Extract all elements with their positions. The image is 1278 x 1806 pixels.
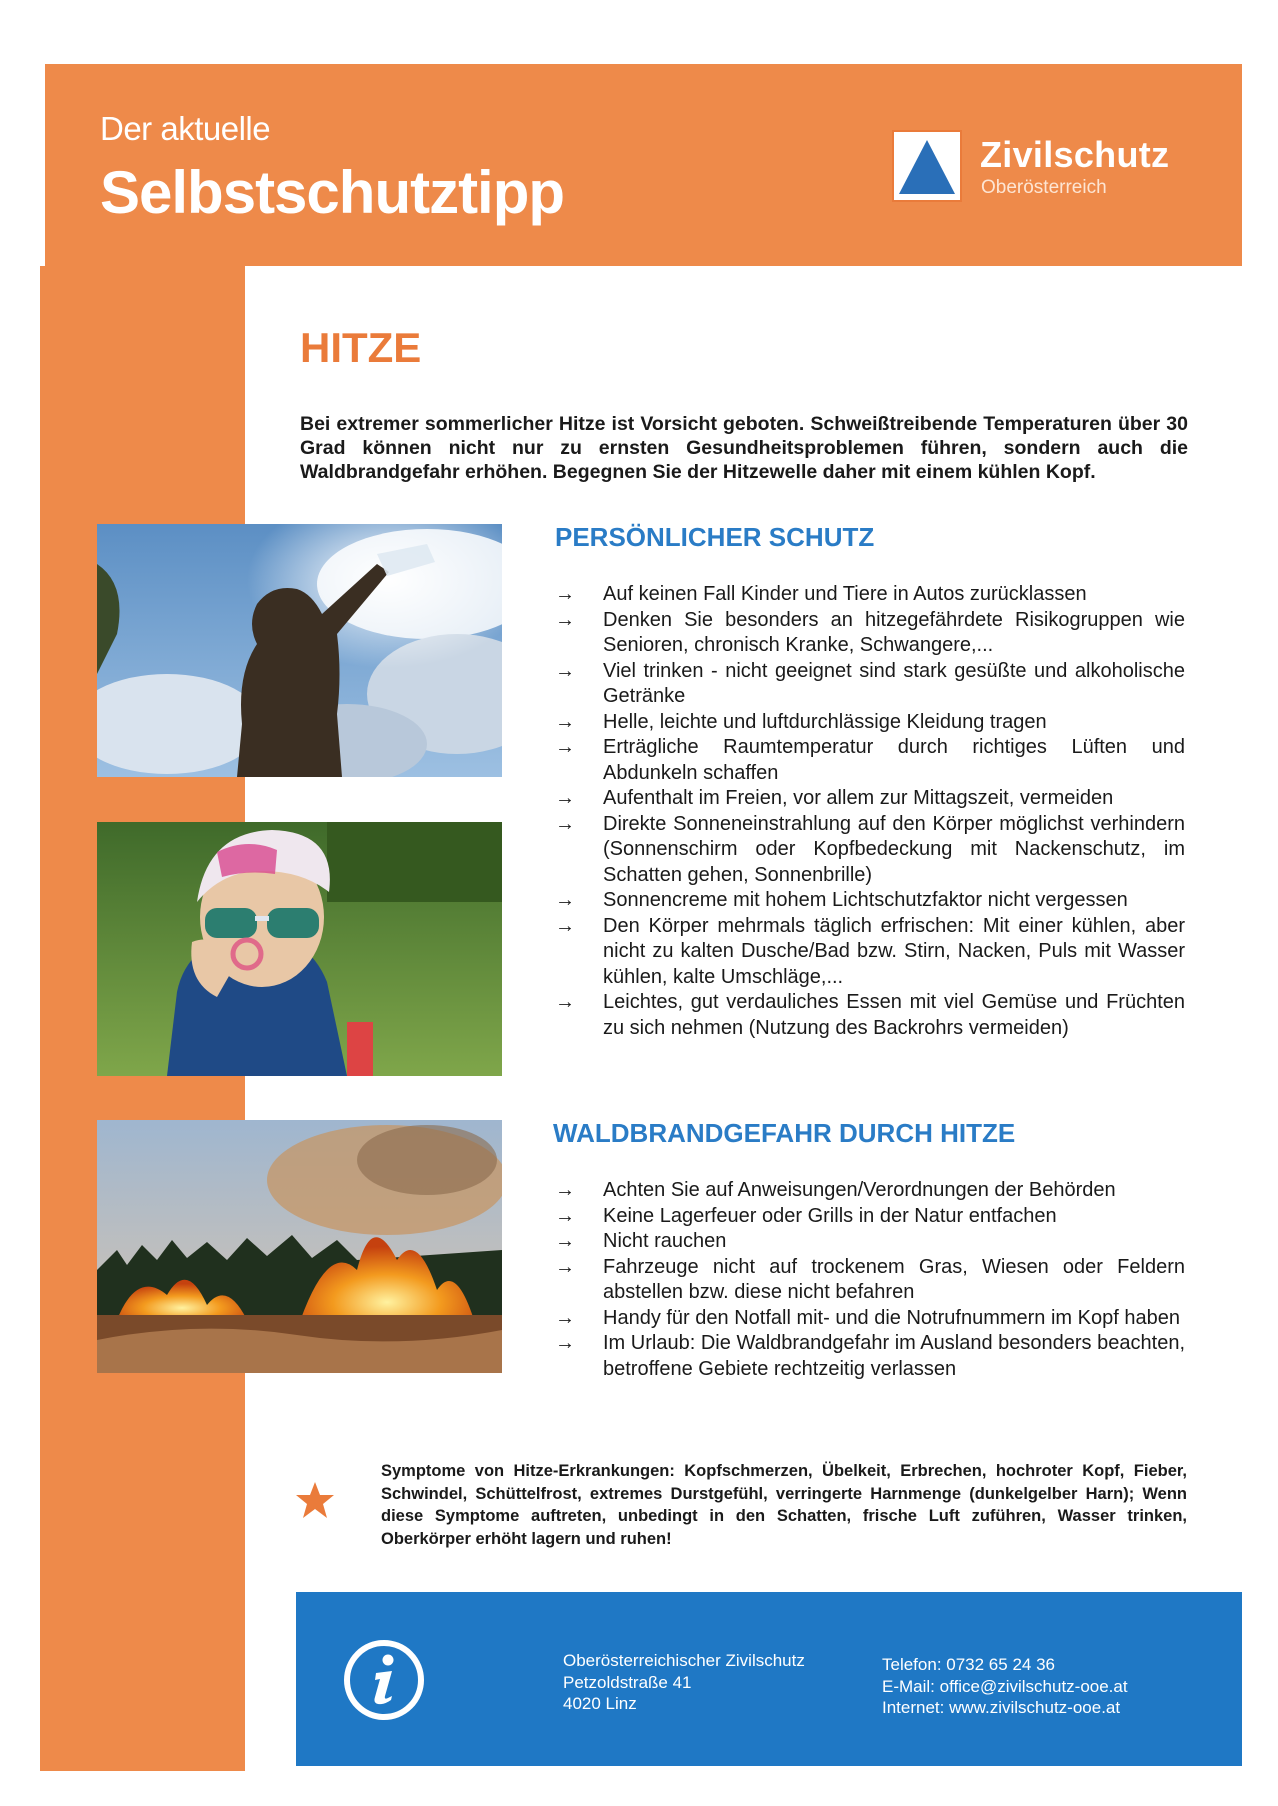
arrow-right-icon: → bbox=[555, 991, 575, 1013]
arrow-right-icon: → bbox=[555, 1306, 575, 1329]
info-icon bbox=[342, 1638, 426, 1722]
arrow-right-icon: → bbox=[555, 583, 575, 605]
list-item: → Achten Sie auf Anweisungen/Verordnungen der Behörden bbox=[555, 1178, 1185, 1204]
list-item: → Fahrzeuge nicht auf trockenem Gras, Wiesen oder Feldern abstellen bzw. diese nicht befahren bbox=[555, 1255, 1185, 1303]
arrow-right-icon: → bbox=[555, 736, 575, 758]
arrow-right-icon: → bbox=[555, 1204, 575, 1227]
logo-subtitle: Oberösterreich bbox=[981, 177, 1107, 198]
arrow-right-icon: → bbox=[555, 1230, 575, 1252]
section-title-personal-protection: PERSÖNLICHER SCHUTZ bbox=[555, 522, 875, 552]
arrow-right-icon: → bbox=[555, 787, 575, 809]
forest-fire-list bbox=[555, 1178, 1185, 1382]
arrow-right-icon: → bbox=[555, 914, 575, 937]
symptoms-note: Symptome von Hitze-Erkrankungen: Kopfschmerzen, Übelkeit, Erbrechen, hochroter Kopf, Fieber, Schwindel, Schüttelfrost, extremes Durstgefühl, verringerte Harnmenge (dunkelgelber Harn); Wenn diese Symptome auftreten, unbedingt in den Schatten, frische Luft zuführen, Wasser trinken, Oberkörper erhöht lagern und ruhen! bbox=[381, 1462, 1187, 1548]
list-item: → Viel trinken - nicht geeignet sind stark gesüßte und alkoholische Getränke bbox=[555, 659, 1185, 707]
list-item: → Leichtes, gut verdauliches Essen mit viel Gemüse und Früchten zu sich nehmen (Nutzung des Backrohrs vermeiden) bbox=[555, 991, 1185, 1039]
list-item: → Denken Sie besonders an hitzegefährdete Risikogruppen wie Senioren, chronisch Kranke, Schwangere,... bbox=[555, 608, 1185, 656]
list-item: → Sonnencreme mit hohem Lichtschutzfaktor nicht vergessen bbox=[555, 888, 1185, 914]
arrow-right-icon: → bbox=[555, 1179, 575, 1201]
arrow-right-icon: → bbox=[555, 1255, 575, 1278]
triangle-logo-icon bbox=[892, 130, 962, 202]
arrow-right-icon: → bbox=[555, 608, 575, 631]
arrow-right-icon: → bbox=[555, 1332, 575, 1354]
footer-contact bbox=[882, 1654, 1128, 1719]
footer-website[interactable]: Internet: www.zivilschutz-ooe.at bbox=[882, 1698, 1121, 1717]
list-item: → Aufenthalt im Freien, vor allem zur Mittagszeit, vermeiden bbox=[555, 786, 1185, 812]
list-item: → Erträgliche Raumtemperatur durch richtiges Lüften und Abdunkeln schaffen bbox=[555, 736, 1185, 784]
section-title-forest-fire: WALDBRANDGEFAHR DURCH HITZE bbox=[553, 1118, 1016, 1148]
list-item: → Nicht rauchen bbox=[555, 1229, 1185, 1255]
arrow-right-icon: → bbox=[555, 889, 575, 911]
list-item: → Den Körper mehrmals täglich erfrischen: Mit einer kühlen, aber nicht zu kalten Dusche/Bad bzw. Stirn, Nacken, Puls mit Wasser kühlen, kalte Umschläge,... bbox=[555, 914, 1185, 988]
girl-drinking-photo bbox=[97, 524, 502, 777]
list-item: → Direkte Sonneneinstrahlung auf den Körper möglichst verhindern (Sonnenschirm oder Kopfbedeckung mit Nackenschutz, im Schatten gehen, Sonnenbrille) bbox=[555, 812, 1185, 886]
girl-sunglasses-bubbles-photo bbox=[97, 822, 502, 1076]
list-item: → Keine Lagerfeuer oder Grills in der Natur entfachen bbox=[555, 1204, 1185, 1230]
list-item: → Im Urlaub: Die Waldbrandgefahr im Ausland besonders beachten, betroffene Gebiete rechtzeitig verlassen bbox=[555, 1332, 1185, 1380]
header-kicker: Der aktuelle bbox=[100, 110, 271, 147]
header-headline: Selbstschutztipp bbox=[100, 159, 565, 226]
list-item: → Handy für den Notfall mit- und die Notrufnummern im Kopf haben bbox=[555, 1306, 1185, 1332]
main-title: HITZE bbox=[300, 324, 422, 371]
logo-name: Zivilschutz bbox=[980, 134, 1170, 175]
personal-protection-list bbox=[555, 582, 1185, 1041]
list-item: → Auf keinen Fall Kinder und Tiere in Autos zurücklassen bbox=[555, 582, 1185, 608]
footer-email[interactable]: E-Mail: office@zivilschutz-ooe.at bbox=[882, 1676, 1128, 1696]
footer-phone: Telefon: 0732 65 24 36 bbox=[882, 1655, 1055, 1674]
arrow-right-icon: → bbox=[555, 812, 575, 835]
arrow-right-icon: → bbox=[555, 659, 575, 682]
footer-address: Oberösterreichischer Zivilschutz Petzoldstraße 41 4020 Linz bbox=[563, 1651, 805, 1713]
list-item: → Helle, leichte und luftdurchlässige Kleidung tragen bbox=[555, 710, 1185, 736]
intro-paragraph: Bei extremer sommerlicher Hitze ist Vorsicht geboten. Schweißtreibende Temperaturen über 30 Grad können nicht nur zu ernsten Gesundheitsproblemen führen, sondern auch die Waldbrandgefahr erhöhen. Begegnen Sie der Hitzewelle daher mit einem kühlen Kopf. bbox=[300, 413, 1188, 483]
star-icon bbox=[295, 1480, 335, 1520]
arrow-right-icon: → bbox=[555, 710, 575, 733]
forest-fire-photo bbox=[97, 1120, 502, 1373]
